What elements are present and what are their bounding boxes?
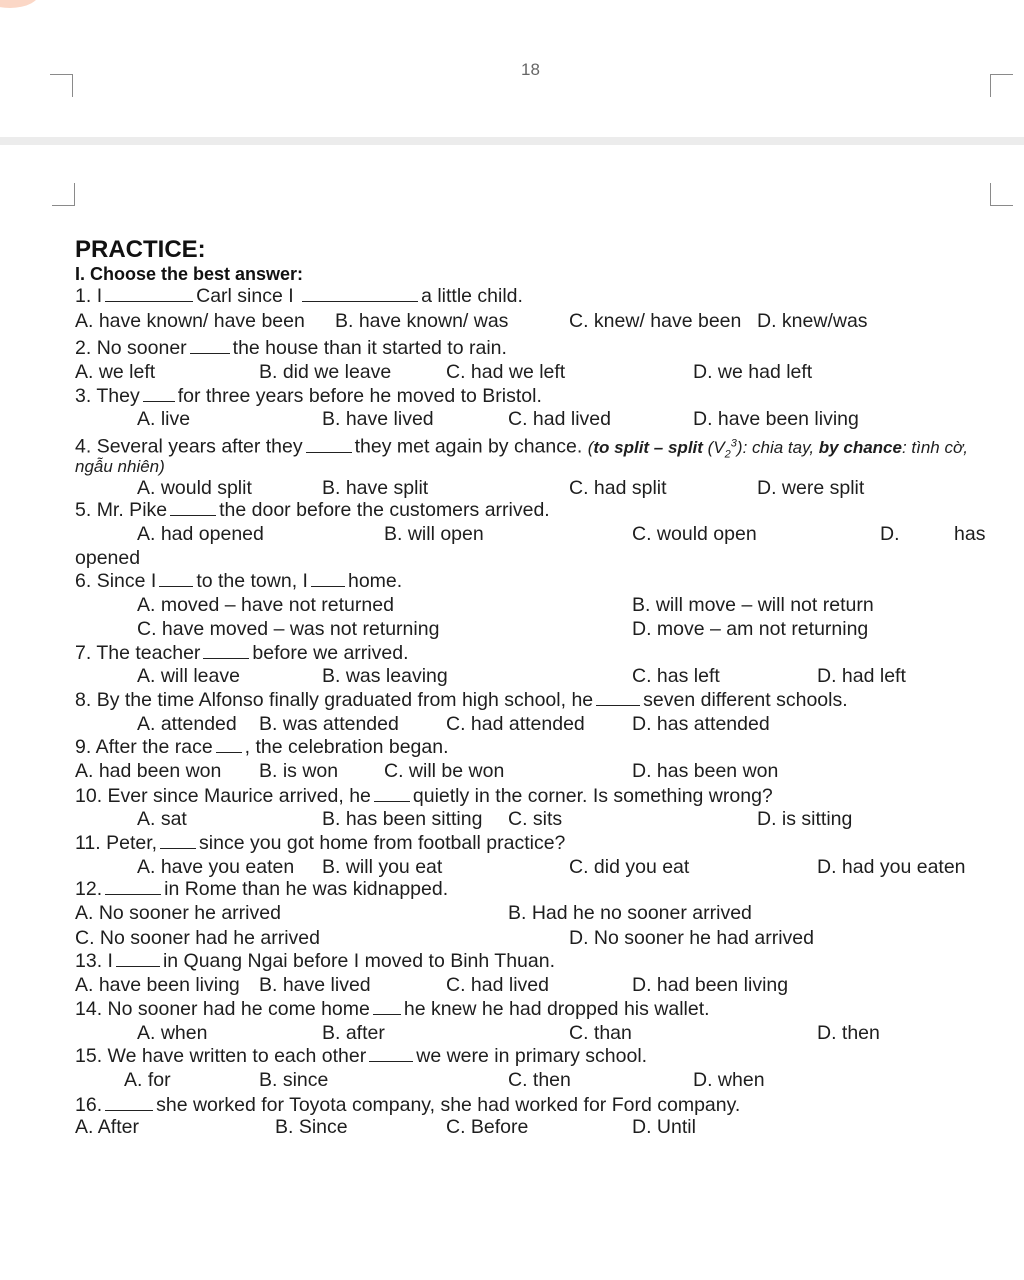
option-13a: A. have been living	[75, 974, 240, 996]
option-8d: D. has attended	[632, 713, 770, 735]
option-3b: B. have lived	[322, 408, 434, 430]
option-3c: C. had lived	[508, 408, 611, 430]
option-16a: A. After	[75, 1116, 139, 1138]
option-5d-letter: D.	[880, 523, 900, 545]
question-text: No sooner had he come home	[107, 998, 370, 1020]
question-number: 7.	[75, 642, 92, 664]
question-number: 4.	[75, 435, 92, 458]
question-6	[75, 570, 402, 592]
question-text: I	[96, 285, 103, 307]
answer-blank	[105, 1095, 153, 1111]
option-4d: D. were split	[757, 477, 865, 499]
question-text: By the time Alfonso finally graduated from high school, he	[96, 689, 594, 711]
option-11b: B. will you eat	[322, 856, 443, 878]
question-3	[75, 385, 542, 407]
question-text: before we arrived.	[252, 642, 409, 664]
crop-mark-top-left	[50, 74, 73, 97]
question-text: The teacher	[96, 642, 201, 664]
question-2	[75, 337, 507, 359]
crop-mark-top-right	[990, 74, 1013, 97]
answer-blank	[302, 286, 418, 302]
question-number: 10.	[75, 785, 103, 807]
question-text: she worked for Toyota company, she had worked for Ford company.	[156, 1094, 741, 1116]
option-13c: C. had lived	[446, 974, 549, 996]
page-number: 18	[521, 60, 540, 79]
note-text: 2	[724, 448, 731, 461]
note-term: by chance	[818, 437, 902, 457]
answer-blank	[373, 999, 401, 1015]
option-7b: B. was leaving	[322, 665, 448, 687]
question-7	[75, 642, 408, 664]
question-number: 3.	[75, 385, 92, 407]
question-9	[75, 736, 449, 758]
question-text: seven different schools.	[643, 689, 848, 711]
option-16c: C. Before	[446, 1116, 529, 1138]
option-4b: B. have split	[322, 477, 429, 499]
option-9b: B. is won	[259, 760, 339, 782]
question-text: quietly in the corner. Is something wrong?	[412, 785, 773, 807]
question-text: After the race	[95, 736, 213, 758]
question-number: 6.	[75, 570, 92, 592]
option-10a: A. sat	[137, 808, 187, 830]
option-12d: D. No sooner he had arrived	[569, 927, 814, 949]
option-15b: B. since	[259, 1069, 329, 1091]
note-term: to split – split	[593, 437, 703, 457]
crop-mark-bottom-right	[990, 183, 1013, 206]
answer-blank	[105, 879, 161, 895]
answer-blank	[369, 1046, 413, 1062]
option-11c: C. did you eat	[569, 856, 690, 878]
option-9d: D. has been won	[632, 760, 779, 782]
option-5c: C. would open	[632, 523, 757, 545]
page-divider	[0, 137, 1024, 145]
option-13d: D. had been living	[632, 974, 789, 996]
question-number: 12.	[75, 878, 103, 900]
question-number: 5.	[75, 499, 92, 521]
option-9c: C. will be won	[384, 760, 505, 782]
option-1a: A. have known/ have been	[75, 310, 305, 332]
question-number: 14.	[75, 998, 103, 1020]
answer-blank	[116, 951, 160, 967]
option-13b: B. have lived	[259, 974, 371, 996]
question-number: 9.	[75, 736, 92, 758]
option-1b: B. have known/ was	[335, 310, 509, 332]
option-1d: D. knew/was	[757, 310, 868, 332]
option-15c: C. then	[508, 1069, 571, 1091]
answer-blank	[216, 737, 242, 753]
note-text: : tình cờ,	[901, 437, 968, 457]
option-9a: A. had been won	[75, 760, 222, 782]
question-text: in Rome than he was kidnapped.	[164, 878, 449, 900]
option-1c: C. knew/ have been	[569, 310, 742, 332]
answer-blank	[596, 690, 640, 706]
option-6a: A. moved – have not returned	[137, 594, 394, 616]
question-number: 2.	[75, 337, 92, 359]
question-text: a little child.	[421, 285, 523, 307]
crop-mark-bottom-left	[52, 183, 75, 206]
option-7c: C. has left	[632, 665, 720, 687]
option-8a: A. attended	[137, 713, 237, 735]
option-7a: A. will leave	[137, 665, 240, 687]
option-14a: A. when	[137, 1022, 208, 1044]
question-text: in Quang Ngai before I moved to Binh Thuan.	[162, 950, 556, 972]
question-number: 16.	[75, 1094, 103, 1116]
question-text: for three years before he moved to Bristol.	[177, 385, 542, 407]
option-11a: A. have you eaten	[137, 856, 295, 878]
answer-blank	[159, 571, 193, 587]
question-text: Carl since I	[196, 285, 294, 307]
note-text: (	[587, 437, 594, 457]
answer-blank	[160, 833, 196, 849]
question-number: 15.	[75, 1045, 103, 1067]
note-text: ): chia tay,	[736, 437, 819, 457]
question-15	[75, 1045, 647, 1067]
option-10b: B. has been sitting	[322, 808, 483, 830]
option-16b: B. Since	[275, 1116, 348, 1138]
option-12a: A. No sooner he arrived	[75, 902, 281, 924]
question-10	[75, 785, 773, 807]
option-2c: C. had we left	[446, 361, 566, 383]
question-text: Several years after they	[96, 435, 303, 458]
question-number: 1.	[75, 285, 92, 307]
option-12c: C. No sooner had he arrived	[75, 927, 320, 949]
question-text: they met again by chance.	[354, 435, 583, 458]
option-3d: D. have been living	[693, 408, 859, 430]
question-text: No sooner	[96, 337, 187, 359]
option-8c: C. had attended	[446, 713, 585, 735]
option-5a: A. had opened	[137, 523, 264, 545]
option-14b: B. after	[322, 1022, 385, 1044]
option-5b: B. will open	[384, 523, 484, 545]
question-5	[75, 499, 550, 521]
option-11d: D. had you eaten	[817, 856, 966, 878]
note-text: (V	[707, 437, 725, 457]
option-12b: B. Had he no sooner arrived	[508, 902, 752, 924]
question-text: Ever since Maurice arrived, he	[107, 785, 371, 807]
decorative-blob	[0, 0, 40, 8]
answer-blank	[143, 386, 175, 402]
answer-blank	[311, 571, 345, 587]
question-text: I	[107, 950, 113, 972]
question-text: he knew he had dropped his wallet.	[403, 998, 710, 1020]
question-text: , the celebration began.	[244, 736, 449, 758]
answer-blank	[203, 643, 249, 659]
option-5d-text: has	[954, 523, 986, 545]
answer-blank	[170, 500, 216, 516]
question-number: 8.	[75, 689, 92, 711]
question-text: home.	[347, 570, 403, 592]
note-text: 3	[730, 437, 737, 449]
question-text: since you got home from football practice?	[199, 832, 566, 854]
option-4a: A. would split	[137, 477, 252, 499]
question-number: 13.	[75, 950, 103, 972]
question-11	[75, 832, 565, 854]
option-6b: B. will move – will not return	[632, 594, 874, 616]
question-16	[75, 1094, 740, 1116]
section-title: PRACTICE:	[75, 236, 206, 263]
question-1	[75, 285, 523, 307]
vocab-note-cont: ngẫu nhiên)	[75, 457, 165, 476]
option-10c: C. sits	[508, 808, 563, 830]
answer-blank	[374, 786, 410, 802]
option-6d: D. move – am not returning	[632, 618, 869, 640]
section-instruction: I. Choose the best answer:	[75, 264, 304, 284]
option-16d: D. Until	[632, 1116, 696, 1138]
question-text: We have written to each other	[107, 1045, 367, 1067]
option-4c: C. had split	[569, 477, 667, 499]
option-2a: A. we left	[75, 361, 156, 383]
question-4	[75, 432, 968, 465]
option-15d: D. when	[693, 1069, 765, 1091]
question-text: Since I	[96, 570, 157, 592]
option-6c: C. have moved – was not returning	[137, 618, 440, 640]
question-14	[75, 998, 710, 1020]
option-14c: C. than	[569, 1022, 632, 1044]
vocab-note	[587, 437, 968, 461]
answer-blank	[306, 437, 352, 453]
option-10d: D. is sitting	[757, 808, 853, 830]
option-7d: D. had left	[817, 665, 906, 687]
option-2d: D. we had left	[693, 361, 813, 383]
option-15a: A. for	[124, 1069, 171, 1091]
option-2b: B. did we leave	[259, 361, 392, 383]
answer-blank	[105, 286, 193, 302]
option-3a: A. live	[137, 408, 191, 430]
question-text: the door before the customers arrived.	[219, 499, 550, 521]
option-5d-cont: opened	[75, 547, 141, 569]
question-text: the house than it started to rain.	[232, 337, 507, 359]
question-text: Peter,	[106, 832, 158, 854]
question-13	[75, 950, 555, 972]
question-8	[75, 689, 848, 711]
question-12	[75, 878, 448, 900]
question-text: Mr. Pike	[96, 499, 168, 521]
question-text: to the town, I	[196, 570, 308, 592]
question-text: They	[96, 385, 140, 407]
option-8b: B. was attended	[259, 713, 399, 735]
question-text: we were in primary school.	[416, 1045, 648, 1067]
answer-blank	[190, 338, 230, 354]
question-number: 11.	[75, 832, 101, 854]
option-14d: D. then	[817, 1022, 880, 1044]
